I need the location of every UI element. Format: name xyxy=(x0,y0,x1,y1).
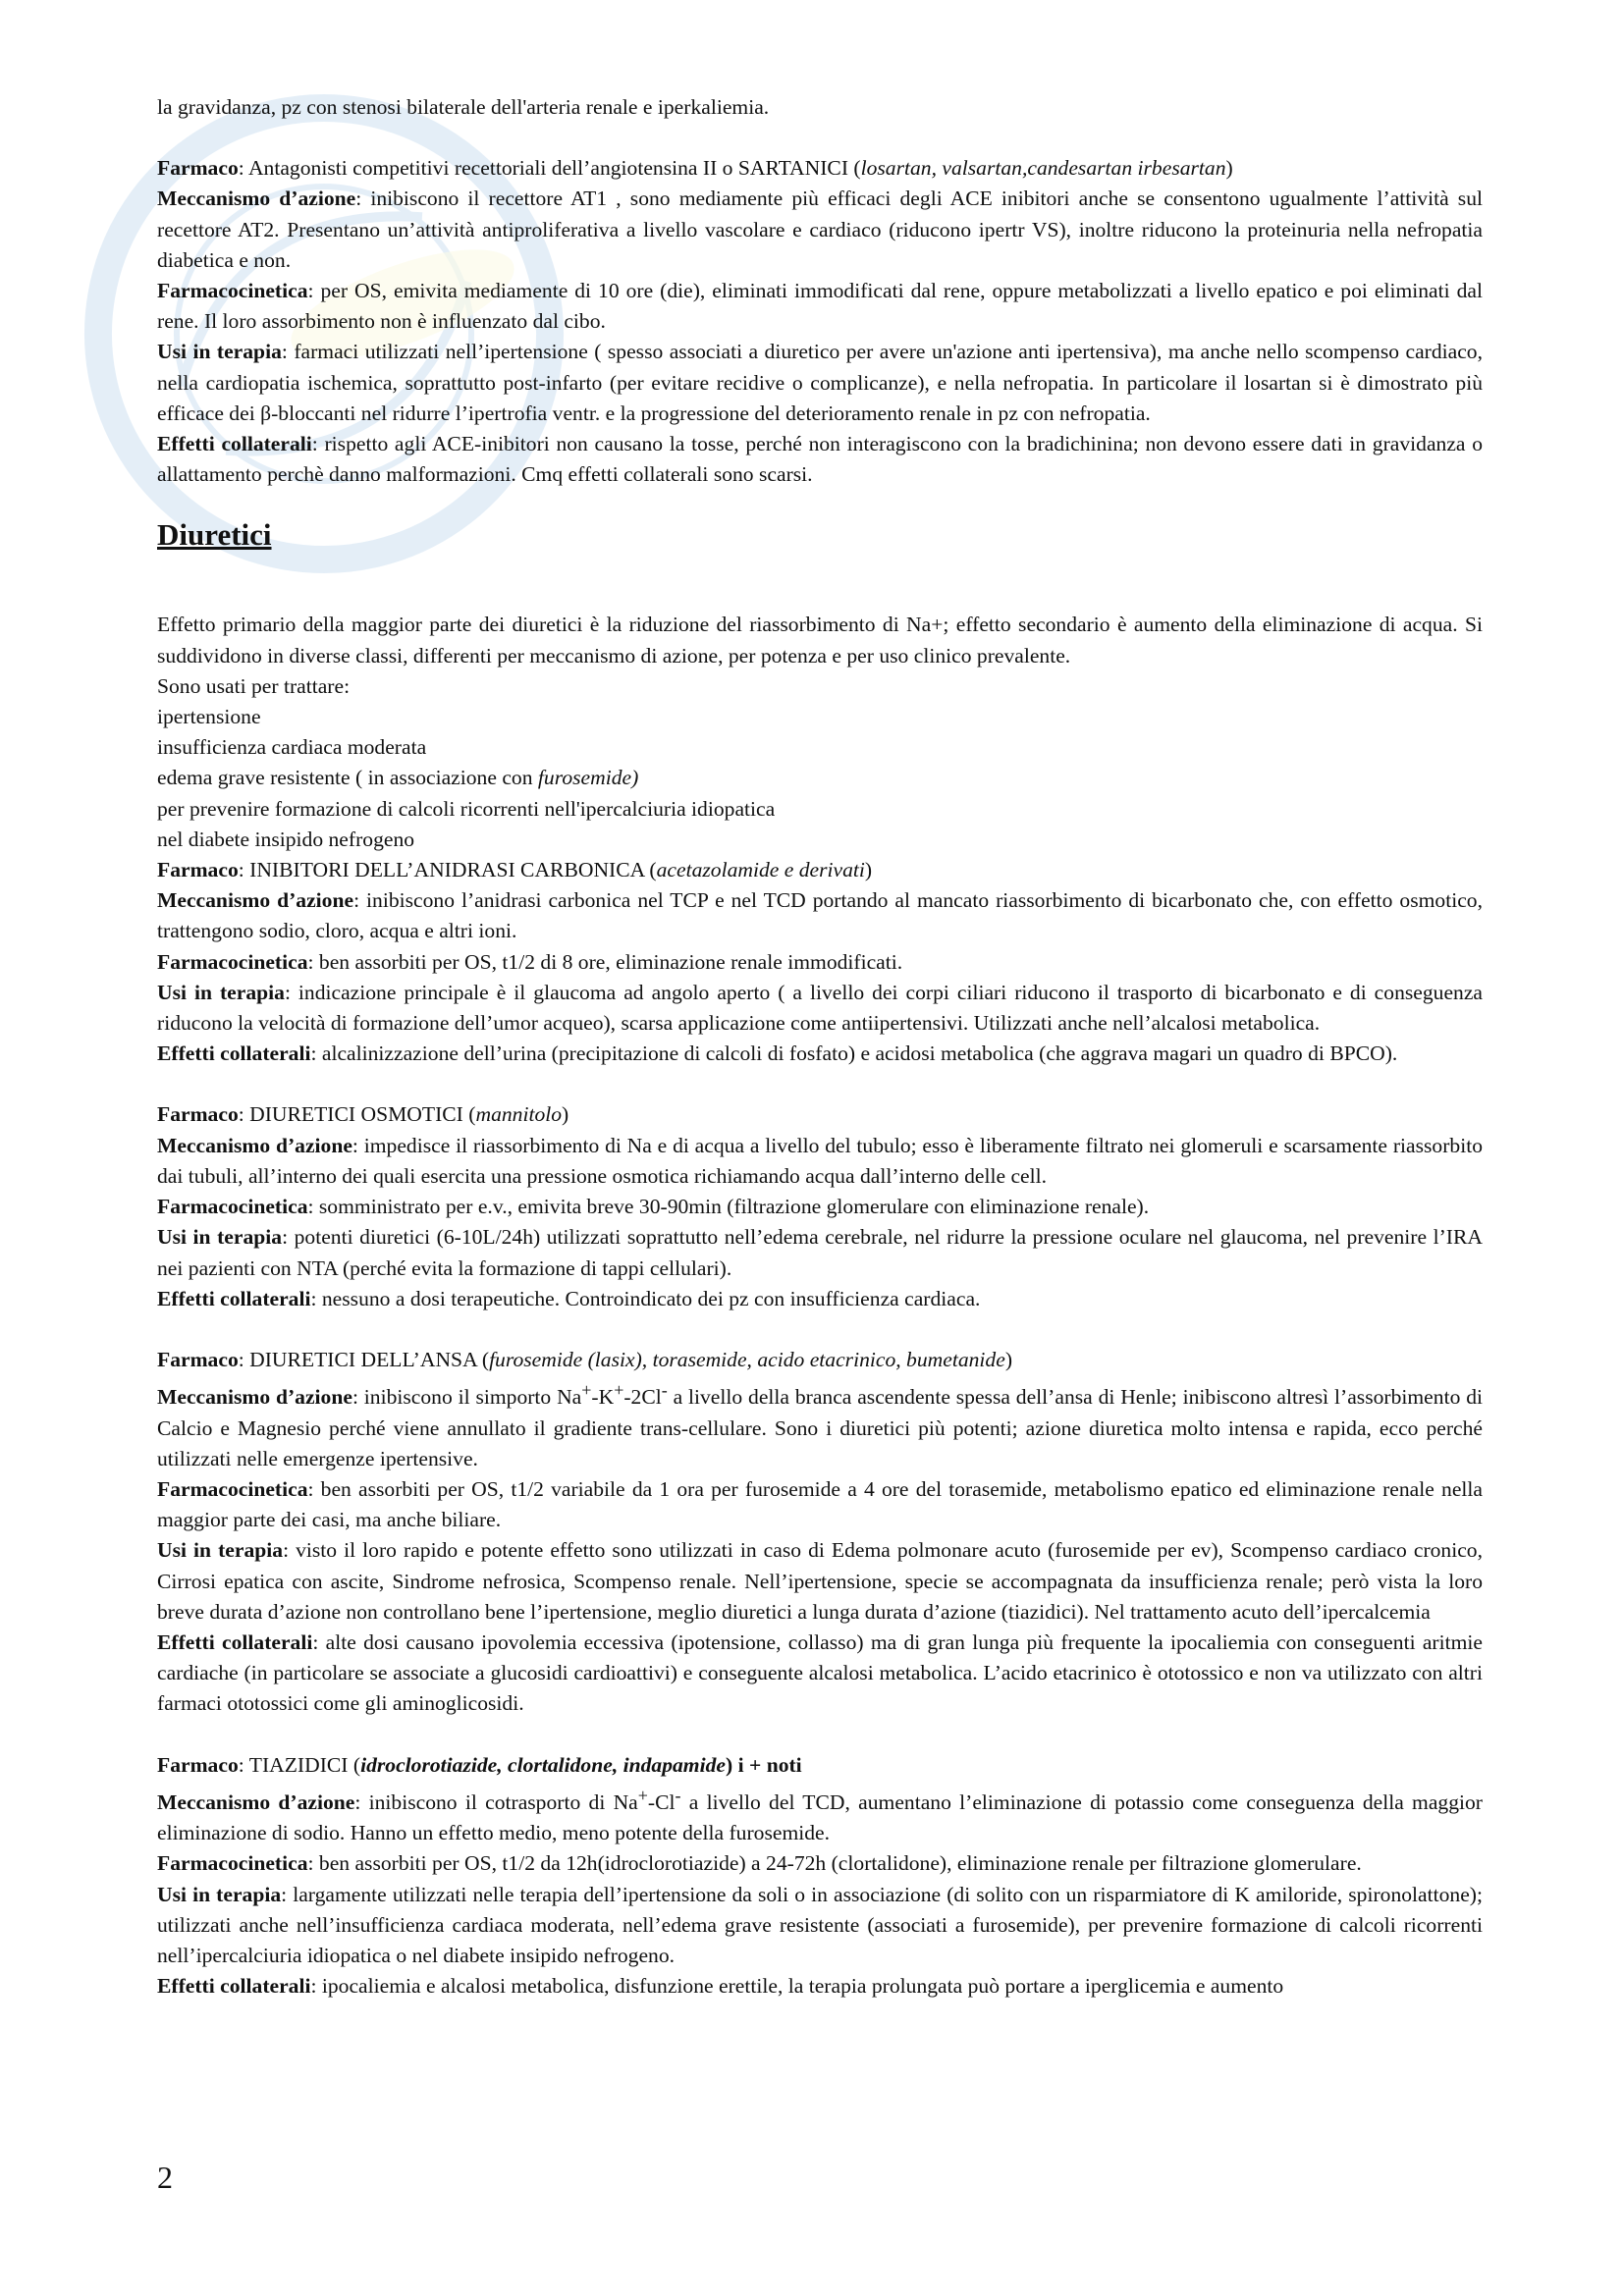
ansa-farmacocinetica: Farmacocinetica: ben assorbiti per OS, t1/2 variabile da 1 ora per furosemide a 4 ore del torasemide, metabolismo epatico ed eliminazione renale nella maggior parte dei casi, ma anche biliare. xyxy=(157,1476,1483,1532)
drug-names: acetazolamide e derivati xyxy=(656,858,865,882)
drug-names: idroclorotiazide, clortalidone, indapamide xyxy=(360,1752,726,1777)
document-body xyxy=(157,92,1483,2002)
list-item: ipertensione xyxy=(157,705,261,729)
drug-names: furosemide (lasix), torasemide, acido etacrinico, bumetanide xyxy=(489,1347,1005,1371)
diuretici-usi-intro: Sono usati per trattare: xyxy=(157,673,351,698)
anidrasi-farmaco: Farmaco: INIBITORI DELL’ANIDRASI CARBONICA (acetazolamide e derivati) xyxy=(157,858,873,882)
page-number: 2 xyxy=(157,2160,173,2195)
sartanici-meccanismo: Meccanismo d’azione: inibiscono il recettore AT1 , sono mediamente più efficaci degli ACE inibitori anche se consentono ugualmente l’attività sul recettore AT2. Presentano un’attività antiproliferativa a livello vascolare e cardiaco (riducono ipertr VS), inoltre riducono la proteinuria nella nefropatia diabetica e non. xyxy=(157,187,1483,272)
anidrasi-farmacocinetica: Farmacocinetica: ben assorbiti per OS, t1/2 di 8 ore, eliminazione renale immodificati. xyxy=(157,949,903,974)
osmotici-effetti: Effetti collaterali: nessuno a dosi terapeutiche. Controindicato dei pz con insufficienza cardiaca. xyxy=(157,1286,981,1310)
osmotici-farmacocinetica: Farmacocinetica: somministrato per e.v., emivita breve 30-90min (filtrazione glomerulare con eliminazione renale). xyxy=(157,1195,1150,1219)
ansa-meccanismo: Meccanismo d’azione: inibiscono il simporto Na+-K+-2Cl- a livello della branca ascendente spessa dell’ansa di Henle; inibiscono altresì l’assorbimento di Calcio e Magnesio perché viene annullato il gradiente trans-cellulare. Sono i diuretici più potenti; azione diuretica molto intensa e rapida, ecco perché utilizzati nelle emergenze ipertensive. xyxy=(157,1380,1484,1470)
list-item: edema grave resistente ( in associazione con furosemide) xyxy=(157,766,639,790)
osmotici-usi: Usi in terapia: potenti diuretici (6-10L/24h) utilizzati soprattutto nell’edema cerebrale, nel ridurre la pressione oculare nel glaucoma, nel prevenire l’IRA nei pazienti con NTA (perché evita la formazione di tappi cellulari). xyxy=(157,1225,1483,1280)
ansa-effetti: Effetti collaterali: alte dosi causano ipovolemia eccessiva (ipotensione, collasso) ma di gran lunga più frequente la ipocaliemia con conseguenti aritmie cardiache (in particolare se associate a glucosidi cardioattivi) e conseguente alcalosi metabolica. L’acido etacrinico è ototossico e non va utilizzato con altri farmaci ototossici come gli aminoglicosidi. xyxy=(157,1629,1483,1716)
anidrasi-usi: Usi in terapia: indicazione principale è il glaucoma ad angolo aperto ( a livello dei corpi ciliari riducono il trasporto di bicarbonato e di conseguenza riducono la velocità di formazione dell’umor acqueo), scarsa applicazione come antiipertensivi. Utilizzati anche nell’alcalosi metabolica. xyxy=(157,980,1483,1036)
tiazidici-effetti: Effetti collaterali: ipocaliemia e alcalosi metabolica, disfunzione erettile, la terapia prolungata può portare a iperglicemia e aumento xyxy=(157,1974,1284,1999)
ansa-usi: Usi in terapia: visto il loro rapido e potente effetto sono utilizzati in caso di Edema polmonare acuto (furosemide per ev), Scompenso cardiaco cronico, Cirrosi epatica con ascite, Sindrome nefrosica, Scompenso renale. Nell’ipertensione, specie se accompagnata da insufficienza renale; però vista la loro breve durata d’azione non controllano bene l’ipertensione, meglio diuretici a lunga durata d’azione (tiazidici). Nel trattamento acuto dell’ipercalcemia xyxy=(157,1538,1484,1624)
sartanici-usi: Usi in terapia: farmaci utilizzati nell’ipertensione ( spesso associati a diuretico per avere un'azione anti ipertensiva), ma anche nello scompenso cardiaco, nella cardiopatia ischemica, soprattutto post-infarto (per evitare recidive o complicanze), e nella nefropatia. In particolare il losartan si è dimostrato più efficace dei β-bloccanti nel ridurre l’ipertrofia ventr. e la progressione del deterioramento renale in pz con nefropatia. xyxy=(157,340,1483,425)
tiazidici-farmacocinetica: Farmacocinetica: ben assorbiti per OS, t1/2 da 12h(idroclorotiazide) a 24-72h (clortalidone), eliminazione renale per filtrazione glomerulare. xyxy=(157,1851,1362,1876)
tiazidici-usi: Usi in terapia: largamente utilizzati nelle terapia dell’ipertensione da soli o in associazione (di solito con un risparmiatore di K amiloride, spironolattone); utilizzati anche nell’insufficienza cardiaca moderata, nell’edema grave resistente (associati a furosemide), per prevenire formazione di calcoli ricorrenti nell’ipercalciuria idiopatica o nel diabete insipido nefrogeno. xyxy=(157,1882,1484,1967)
anidrasi-meccanismo: Meccanismo d’azione: inibiscono l’anidrasi carbonica nel TCP e nel TCD portando al mancato riassorbimento di bicarbonato che, con effetto osmotico, trattengono sodio, cloro, acqua e altri ioni. xyxy=(157,888,1483,943)
list-item: per prevenire formazione di calcoli ricorrenti nell'ipercalciuria idiopatica xyxy=(157,796,776,821)
list-item: insufficienza cardiaca moderata xyxy=(157,735,427,760)
tiazidici-meccanismo: Meccanismo d’azione: inibiscono il cotrasporto di Na+-Cl- a livello del TCD, aumentano l’eliminazione di potassio come conseguenza della maggior eliminazione di sodio. Hanno un effetto medio, meno potente della furosemide. xyxy=(157,1785,1484,1845)
drug-names: mannitolo xyxy=(475,1102,563,1127)
diuretici-intro: Effetto primario della maggior parte dei diuretici è la riduzione del riassorbimento di Na+; effetto secondario è aumento della eliminazione di acqua. Si suddividono in diverse classi, differenti per meccanismo di azione, per potenza e per uso clinico prevalente. xyxy=(157,613,1483,667)
section-heading-diuretici: Diuretici xyxy=(157,517,272,553)
sartanici-farmacocinetica: Farmacocinetica: per OS, emivita mediamente di 10 ore (die), eliminati immodificati dal rene, oppure metabolizzati a livello epatico e poi eliminati dal rene. Il loro assorbimento non è influenzato dal cibo. xyxy=(157,279,1483,334)
osmotici-farmaco: Farmaco: DIURETICI OSMOTICI (mannitolo) xyxy=(157,1102,569,1127)
osmotici-meccanismo: Meccanismo d’azione: impedisce il riassorbimento di Na e di acqua a livello del tubulo; esso è liberamente filtrato nei glomeruli e scarsamente riassorbito dai tubuli, all’interno dei quali esercita una pressione osmotica richiamando acqua dall’interno delle cell. xyxy=(157,1133,1483,1188)
list-item: nel diabete insipido nefrogeno xyxy=(157,827,415,851)
label: Farmaco xyxy=(157,156,239,181)
intro-line: la gravidanza, pz con stenosi bilaterale dell'arteria renale e iperkaliemia. xyxy=(157,95,770,119)
sartanici-effetti: Effetti collaterali: rispetto agli ACE-inibitori non causano la tosse, perché non interagiscono con la bradichinina; non devono essere dati in gravidanza o allattamento perchè danno malformazioni. Cmq effetti collaterali sono scarsi. xyxy=(157,432,1483,487)
ansa-farmaco: Farmaco: DIURETICI DELL’ANSA (furosemide (lasix), torasemide, acido etacrinico, bumetanide) xyxy=(157,1347,1013,1371)
drug-names: losartan, valsartan,candesartan irbesartan xyxy=(860,156,1226,181)
anidrasi-effetti: Effetti collaterali: alcalinizzazione dell’urina (precipitazione di calcoli di fosfato) e acidosi metabolica (che aggrava magari un quadro di BPCO). xyxy=(157,1041,1398,1066)
tiazidici-farmaco: Farmaco: TIAZIDICI (idroclorotiazide, clortalidone, indapamide) i + noti xyxy=(157,1752,802,1777)
sartanici-farmaco: Farmaco: Antagonisti competitivi recettoriali dell’angiotensina II o SARTANICI (losartan, valsartan,candesartan irbesartan) xyxy=(157,156,1233,181)
